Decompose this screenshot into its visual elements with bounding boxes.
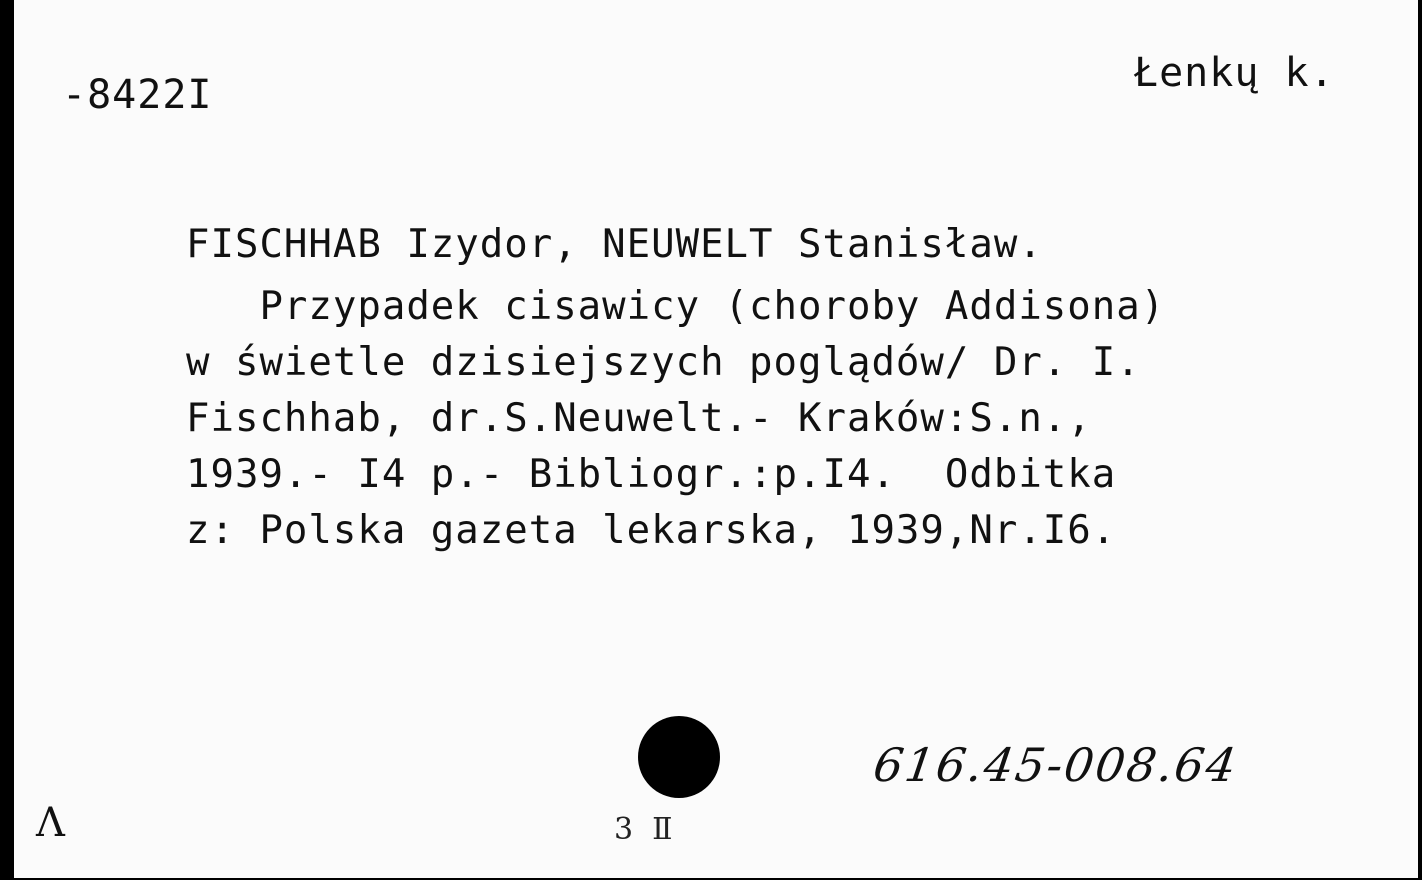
description-line: Fischhab, dr.S.Neuwelt.- Kraków:S.n., [186,396,1092,441]
description-line: 1939.- I4 p.- Bibliogr.:p.I4. Odbitka [186,452,1117,497]
catalog-card [14,0,1418,878]
description-line: Przypadek cisawicy (choroby Addisona) [186,284,1166,329]
corner-mark: Λ [36,800,65,846]
card-heading: Łenkų k. [1134,50,1335,96]
pencil-marks: 3 Ⅱ [614,812,673,847]
punch-hole [638,716,720,798]
card-number: -8422I [62,72,213,118]
description-line: z: Polska gazeta lekarska, 1939,Nr.I6. [186,508,1117,553]
author-line: FISCHHAB Izydor, NEUWELT Stanisław. [186,222,1043,267]
classification-number: 616.45-008.64 [870,738,1242,792]
description-line: w świetle dzisiejszych poglądów/ Dr. I. [186,340,1141,385]
